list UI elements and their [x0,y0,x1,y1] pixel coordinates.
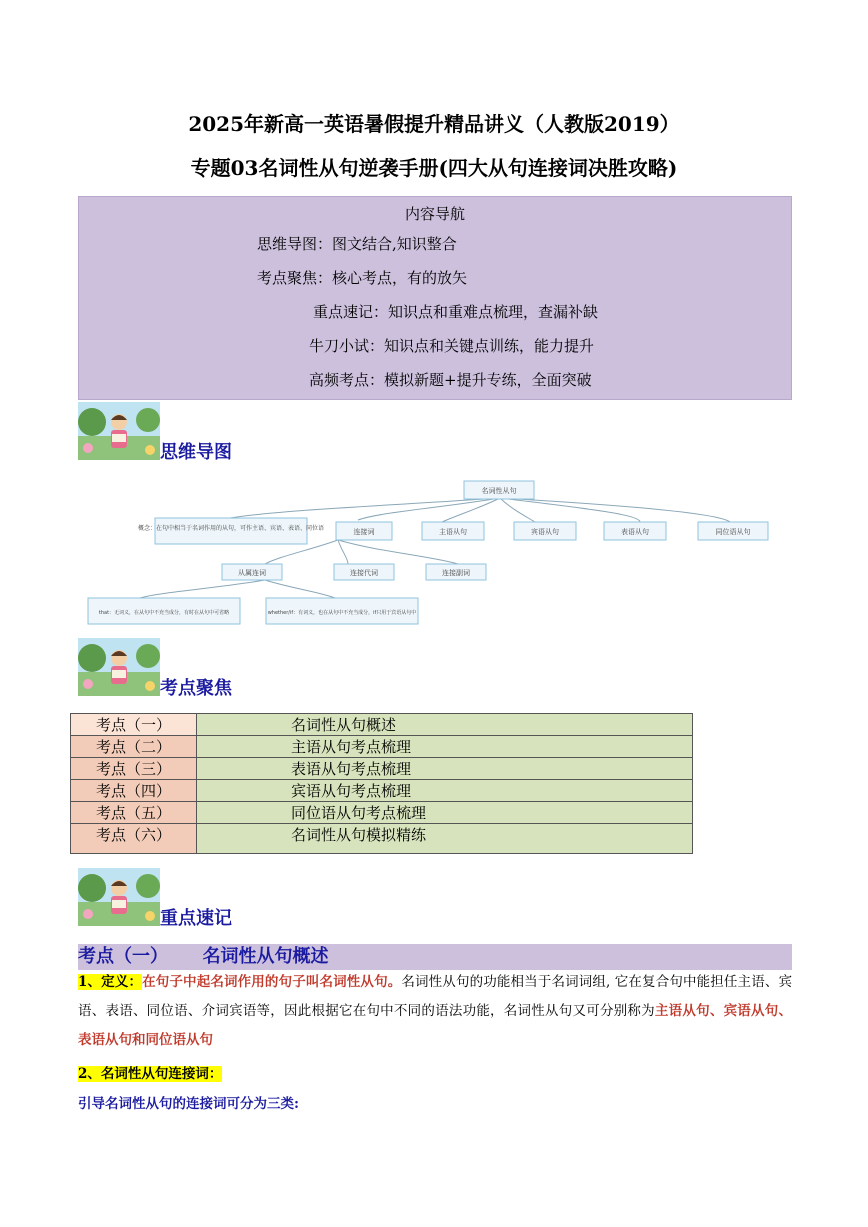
mindmap-text-predicative: 表语从句 [621,528,649,536]
section-bar [78,944,792,970]
clause-types: 主语从句、宾语从句、表语从句和同位语从句 [78,1003,793,1048]
kp-topic: 宾语从句考点梳理 [197,780,693,802]
kp-number: 考点（六） [71,824,197,854]
table-row [71,714,693,736]
mindmap-text-subordinating: 从属连词 [238,569,266,577]
mindmap-text-appositive: 同位语从句 [715,528,751,536]
reading-child-illustration [78,638,160,696]
section-header-focus [78,638,248,698]
nav-item-mindmap: 思维导图：图文结合,知识整合 [257,235,457,253]
nav-item-practice: 牛刀小试：知识点和关键点训练，能力提升 [309,337,595,355]
kp-topic: 名词性从句概述 [197,714,693,736]
mindmap-label: 思维导图 [160,442,232,463]
definition-highlight: 在句子中起名词作用的句子叫名词性从句。 [142,974,402,990]
nav-item-frequent: 高频考点：模拟新题+提升专练，全面突破 [309,371,592,389]
kp-number: 考点（二） [71,736,197,758]
kp-topic: 主语从句考点梳理 [197,736,693,758]
kp-number: 考点（三） [71,758,197,780]
mindmap-diagram [80,476,780,628]
notes-label: 重点速记 [160,908,232,929]
nav-item-notes: 重点速记：知识点和重难点梳理，查漏补缺 [313,303,599,321]
connectives-intro: 引导名词性从句的连接词可分为三类: [78,1096,299,1112]
connectives-heading: 2、名词性从句连接词： [78,1066,223,1082]
mindmap-text-pronoun: 连接代词 [350,569,378,577]
mindmap-text-definition: 概念：在句中相当于名词作用的从句，可作主语、宾语、表语、同位语 [137,525,325,532]
document-subtitle: 专题03名词性从句逆袭手册(四大从句连接词决胜攻略) [190,156,678,180]
section-bar-title: 名词性从句概述 [202,946,329,967]
reading-child-illustration [78,868,160,926]
mindmap-text-adverb: 连接副词 [442,569,470,577]
kp-topic: 同位语从句考点梳理 [197,802,693,824]
kp-number: 考点（一） [71,714,197,736]
table-row [71,758,693,780]
section-bar-number: 考点（一） [78,946,168,967]
mindmap-text-object: 宾语从句 [531,528,559,536]
table-row [71,802,693,824]
section-header-notes [78,868,248,928]
table-row [71,824,693,854]
key-points-table [70,713,693,854]
definition-paragraph [78,968,792,1055]
nav-title: 内容导航 [404,205,465,223]
mindmap-text-root: 名词性从句 [481,487,517,495]
focus-label: 考点聚焦 [160,678,232,699]
kp-topic: 表语从句考点梳理 [197,758,693,780]
reading-child-illustration [78,402,160,460]
mindmap-text-that: that：无词义，在从句中不充当成分，有时在从句中可省略 [98,610,230,616]
mindmap-text-connectives: 连接词 [353,528,375,536]
table-row [71,736,693,758]
kp-number: 考点（四） [71,780,197,802]
mindmap-text-whether: whether/if：有词义，也在从句中不充当成分，if只用于宾语从句中 [267,610,417,616]
definition-text: 名词性从句的功能相当于名词词组, 它在复合句中能担任主语、宾语、表语、同位语、介词宾语等，因此根据它在句中不同的语法功能，名词性从句又可分别称为 [78,974,792,1019]
kp-topic: 名词性从句模拟精练 [197,824,693,854]
nav-item-focus: 考点聚焦：核心考点，有的放矢 [257,269,468,287]
section-header-mindmap [78,402,248,462]
table-row [71,780,693,802]
mindmap-text-subject: 主语从句 [439,528,467,536]
definition-label: 1、定义： [78,974,143,990]
kp-number: 考点（五） [71,802,197,824]
content-navigation-box [78,196,792,400]
document-title: 2025年新高一英语暑假提升精品讲义（人教版2019） [188,112,680,136]
